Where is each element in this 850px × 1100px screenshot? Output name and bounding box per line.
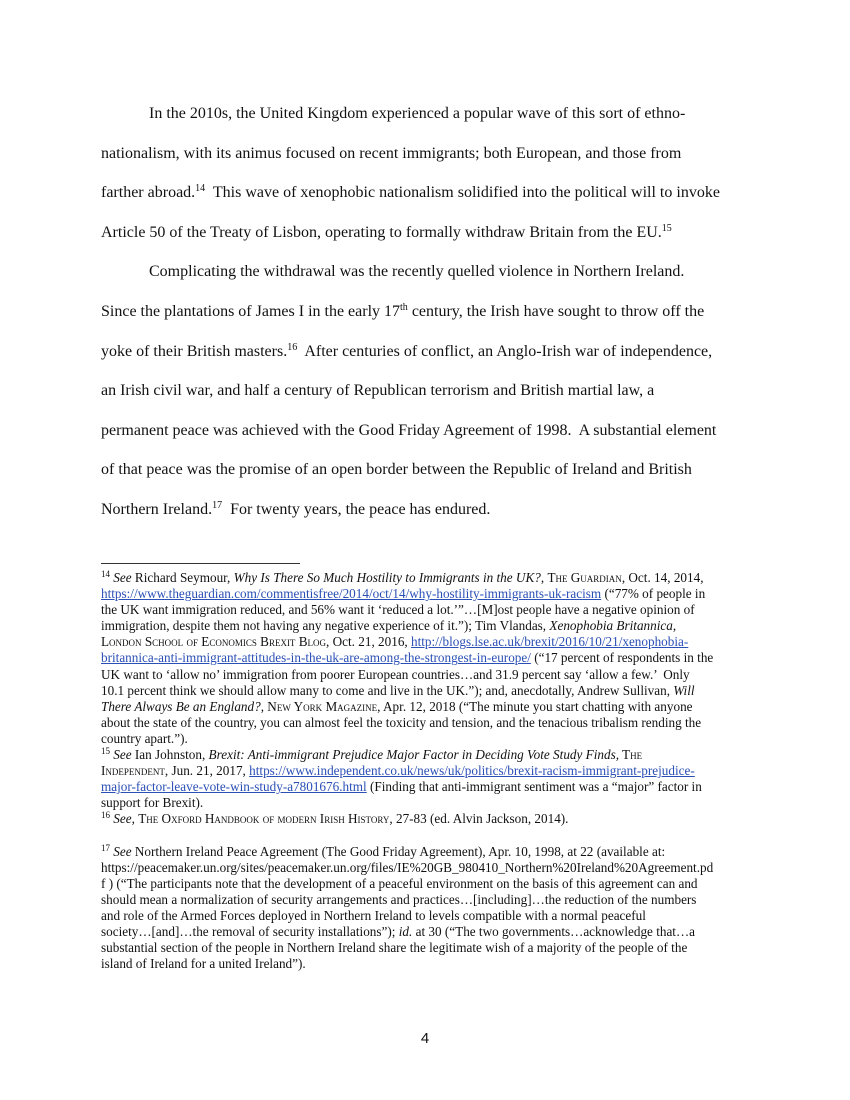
text-line: farther abroad.$^{14}$ This wave of xenophobic nationalism solidified into the political will to invoke xyxy=(101,183,720,202)
footnote-15: $^{15}$ See Ian Johnston, Brexit: Anti-immigrant Prejudice Major Factor in Deciding Vote Study Finds, The Independent, Jun. 21, 2017, https://www.independent.co.uk/news/uk/politics/brexit-racism-immigrant-prejudice- major-factor-leave-vote-win-study-a7801676.html (Finding that anti-immigrant sentiment was a “major” factor in support for Brexit). xyxy=(101,746,702,811)
footnote-ref-17[interactable]: 17 xyxy=(212,499,223,511)
footnote-ref-15[interactable]: 15 xyxy=(661,222,672,234)
publication: The Guardian xyxy=(547,570,622,585)
citation-title: Xenophobia Britannica xyxy=(549,618,673,634)
text-line: nationalism, with its animus focused on recent immigrants; both European, and those from xyxy=(101,144,682,162)
body-text xyxy=(101,94,749,530)
footnote-ref-16[interactable]: 16 xyxy=(287,341,298,353)
footnote-separator xyxy=(101,563,300,564)
text-line: In the 2010s, the United Kingdom experienced a popular wave of this sort of ethno- xyxy=(149,105,686,122)
footnote-17: $^{17}$ See Northern Ireland Peace Agreement (The Good Friday Agreement), Apr. 10, 1998, at 22 (available at: https://peacemaker.un.org/sites/peacemaker.un.org/files/IE%20GB_980410_Northern%20Ireland%20Agreement.pd f ) (“The participants note that the development of a peaceful environment on the basis of this agreement can and should mean a normalization of security arrangements and practices…[including]…the reduction of the numbers and role of the Armed Forces deployed in Northern Ireland to levels compatible with a normal peaceful society…[and]…the removal of security installations”); id. at 30 (“The two governments…acknowledge that…a substantial section of the people in Northern Ireland share the legitimate wish of a majority of the people of the island of Ireland for a united Ireland”). xyxy=(101,842,714,972)
publication: Independent xyxy=(101,763,165,779)
citation-title: Why Is There So Much Hostility to Immigrants in the UK? xyxy=(233,570,541,585)
text-line: Since the plantations of James I in the early 17th century, the Irish have sought to throw off the xyxy=(101,301,705,320)
text-line: Article 50 of the Treaty of Lisbon, operating to formally withdraw Britain from the EU.$^{15}$ xyxy=(101,222,672,241)
footnote-number: 17 xyxy=(101,842,110,853)
footnote-16: $^{16}$ See, The Oxford Handbook of modern Irish History, 27-83 (ed. Alvin Jackson, 2014). xyxy=(101,810,569,827)
ordinal-suffix: th xyxy=(400,301,408,313)
signal: See xyxy=(113,570,132,585)
page-number: 4 xyxy=(420,1030,430,1047)
text-line: an Irish civil war, and half a century of Republican terrorism and British martial law, a xyxy=(101,382,655,400)
lse-link[interactable]: http://blogs.lse.ac.uk/brexit/2016/10/21/xenophobia- xyxy=(411,634,689,650)
independent-link[interactable]: https://www.independent.co.uk/news/uk/politics/brexit-racism-immigrant-prejudice- xyxy=(249,763,695,779)
guardian-link[interactable]: https://www.theguardian.com/commentisfree/2014/oct/14/why-hostility-immigrants-uk-racism xyxy=(101,586,602,602)
paragraph-1 xyxy=(101,94,749,252)
publication: New York Magazine xyxy=(267,698,378,714)
text-line: Complicating the withdrawal was the recently quelled violence in Northern Ireland. xyxy=(149,263,685,281)
footnote-ref-14[interactable]: 14 xyxy=(195,183,206,195)
text-line: of that peace was the promise of an open border between the Republic of Ireland and British xyxy=(101,461,692,479)
paragraph-2 xyxy=(101,252,749,529)
footnote-gap xyxy=(101,828,755,844)
footnote-number: 15 xyxy=(101,746,110,757)
text-line: yoke of their British masters.$^{16}$ After centuries of conflict, an Anglo-Irish war of independence, xyxy=(101,341,713,360)
text-line: permanent peace was achieved with the Good Friday Agreement of 1998. A substantial element xyxy=(101,421,717,439)
citation-title: There Always Be an England? xyxy=(101,698,261,714)
footnote-number: 16 xyxy=(101,810,110,821)
lse-link-cont[interactable]: britannica-anti-immigrant-attitudes-in-the-uk-are-among-the-strongest-in-europe/ xyxy=(101,650,531,666)
citation-title: Brexit: Anti-immigrant Prejudice Major Factor in Deciding Vote Study Finds, xyxy=(208,747,619,763)
publication: London School of Economics Brexit Blog xyxy=(101,634,327,650)
publication: The Oxford Handbook of modern Irish History xyxy=(138,811,390,827)
footnotes xyxy=(101,570,755,972)
independent-link-cont[interactable]: major-factor-leave-vote-win-study-a7801676.html xyxy=(101,779,367,795)
text-line: Northern Ireland.$^{17}$ For twenty years, the peace has endured. xyxy=(101,499,491,518)
footnote-number: 14 xyxy=(101,569,110,579)
footnote-14: $^{14}$ See Richard Seymour, Why Is There So Much Hostility to Immigrants in the UK?, The Guardian, Oct. 14, 2014, https://www.theguardian.com/commentisfree/2014/oct/14/why-hostility-immigrants-uk-racism (“77% of people in the UK want immigration reduced, and 56% want it ‘reduced a lot.’”…[M]ost people have a negative opinion of immigration, despite them not having any negative experience of it.”); Tim Vlandas, Xenophobia Britannica, London School of Economics Brexit Blog, Oct. 21, 2016, http://blogs.lse.ac.uk/brexit/2016/10/21/xenophobia- britannica-anti-immigrant-attitudes-in-the-uk-are-among-the-strongest-in-europe/ (“17 percent of respondents in the UK want to ‘allow no’ immigration from poorer European countries…and 31.9 percent say ‘allow a few.’ Only 10.1 percent think we should allow many to come and live in the UK.”); and, anecdotally, Andrew Sullivan, Will There Always Be an England?, New York Magazine, Apr. 12, 2018 (“The minute you start chatting with anyone about the state of the country, you can almost feel the toxicity and tension, and the tenacious tribalism rending the country apart.”). xyxy=(101,569,714,746)
